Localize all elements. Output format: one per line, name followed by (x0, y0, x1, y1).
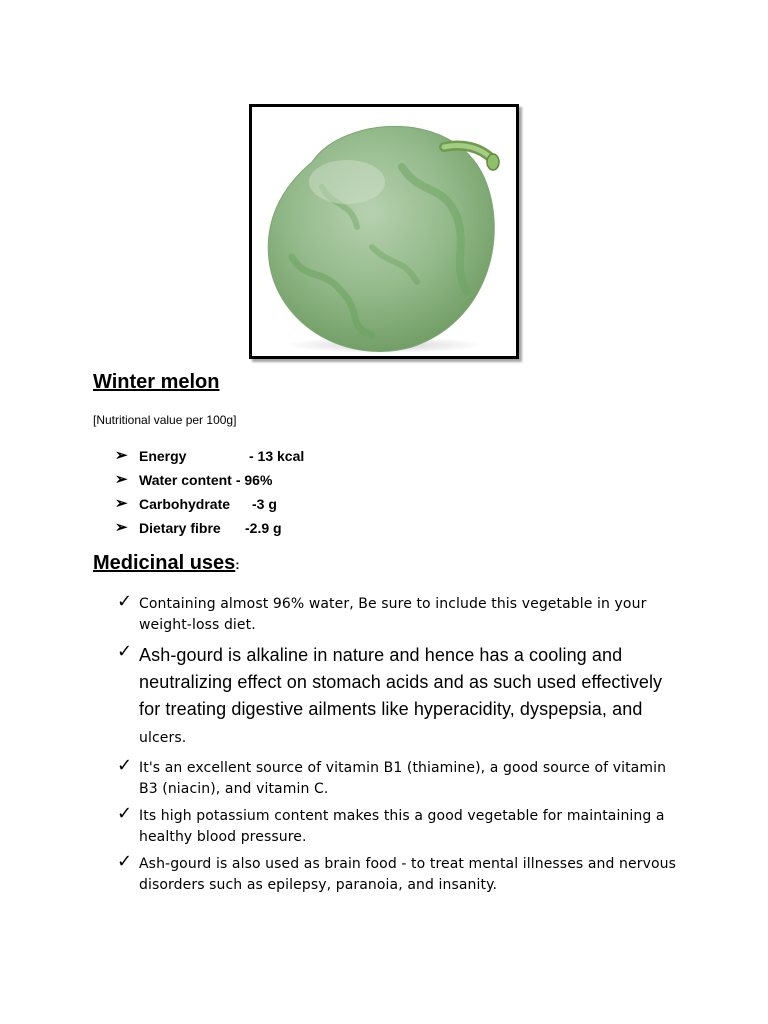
arrow-bullet-icon: ➢ (115, 519, 128, 536)
medicinal-use-text: Ash-gourd is also used as brain food - to treat mental illnesses and nervous disorders such as epilepsy, paranoia, and insanity. (139, 856, 677, 893)
medicinal-use-item (117, 755, 677, 800)
nutrition-list (115, 444, 304, 540)
nutrition-value: - 96% (235, 472, 273, 488)
nutrition-value: -2.9 g (245, 520, 282, 536)
nutrition-value: -3 g (252, 496, 277, 512)
nutrition-caption: [Nutritional value per 100g] (93, 413, 237, 427)
medicinal-use-text: Its high potassium content makes this a good vegetable for maintaining a healthy blood pressure. (139, 808, 665, 845)
arrow-bullet-icon: ➢ (115, 471, 128, 488)
nutrition-label: Carbohydrate (139, 496, 231, 512)
heading-text: Medicinal uses (93, 552, 236, 574)
medicinal-use-text: Containing almost 96% water, Be sure to include this vegetable in your weight-loss diet. (139, 596, 647, 633)
winter-melon-image (252, 107, 516, 356)
heading-colon: : (235, 557, 240, 572)
nutrition-label: Dietary fibre (139, 520, 221, 536)
medicinal-use-item (117, 591, 677, 636)
nutrition-item-water (115, 468, 304, 492)
winter-melon-photo (249, 104, 519, 359)
nutrition-item-carbohydrate (115, 492, 304, 516)
nutrition-label: Energy (139, 448, 187, 464)
nutrition-label: Water content (139, 472, 232, 488)
medicinal-use-text (139, 645, 662, 746)
checkmark-icon: ✓ (117, 851, 133, 872)
checkmark-icon: ✓ (117, 803, 133, 824)
page-title: Winter melon (93, 371, 220, 393)
medicinal-use-text-tail: ulcers. (139, 730, 187, 746)
medicinal-use-item (117, 851, 677, 896)
medicinal-use-item (117, 803, 677, 848)
checkmark-icon: ✓ (117, 755, 133, 776)
nutrition-item-energy (115, 444, 304, 468)
arrow-bullet-icon: ➢ (115, 447, 128, 464)
medicinal-uses-heading (93, 552, 240, 575)
checkmark-icon: ✓ (117, 591, 133, 612)
arrow-bullet-icon: ➢ (115, 495, 128, 512)
nutrition-value: - 13 kcal (249, 448, 305, 464)
checkmark-icon: ✓ (117, 641, 133, 662)
medicinal-use-item (117, 642, 677, 752)
medicinal-use-text: It's an excellent source of vitamin B1 (thiamine), a good source of vitamin B3 (niacin), and vitamin C. (139, 760, 667, 797)
nutrition-item-fibre (115, 516, 304, 540)
medicinal-uses-list (117, 591, 677, 902)
medicinal-use-text-main: Ash-gourd is alkaline in nature and hence has a cooling and neutralizing effect on stomach acids and as such used effectively for treating digestive ailments like hyperacidity, dyspepsia, and (139, 645, 663, 719)
